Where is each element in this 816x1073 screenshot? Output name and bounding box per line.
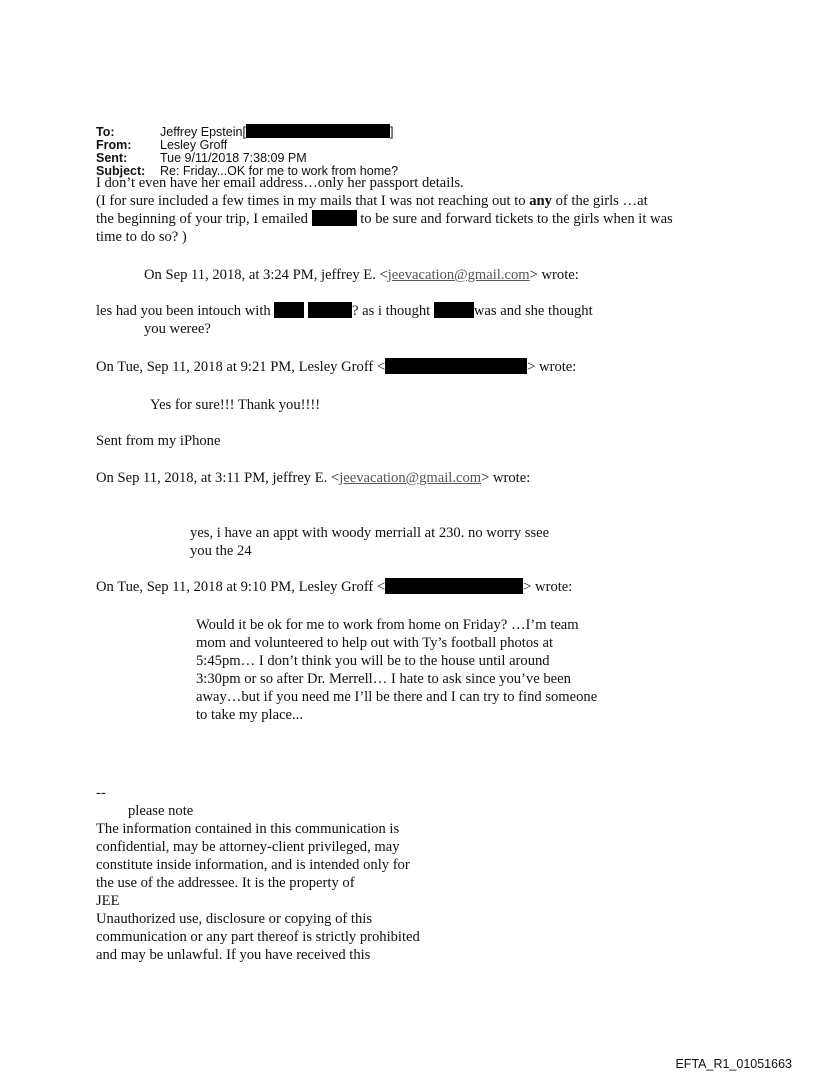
reply-line: the beginning of your trip, I emailed to be sure and forward tickets to the girls when it was <box>96 211 673 227</box>
redaction-box <box>385 578 523 594</box>
subject-label: Subject: <box>96 164 146 178</box>
sent-value: Tue 9/11/2018 7:38:09 PM <box>160 151 307 165</box>
document-id: EFTA_R1_01051663 <box>675 1057 792 1071</box>
to-end: ] <box>389 125 394 139</box>
redaction-box <box>246 124 390 138</box>
to-label: To: <box>96 125 115 139</box>
email-header <box>96 124 398 178</box>
redaction-box <box>274 302 304 318</box>
redaction-box <box>312 210 357 226</box>
email-link[interactable]: jeevacation@gmail.com <box>387 267 530 283</box>
disclaimer: -- please note The information contained in this communication is confidential, may be attorney-client privileged, may constitute inside information, and is intended only for the use of the addressee. It is the property of JEE Unauthorized use, disclosure or copying of this communication or any part thereof is strictly prohibited and may be unlawful. If you have received this <box>96 785 420 963</box>
reply-line: I don’t even have her email address…only her passport details. <box>96 175 464 191</box>
to-row <box>96 124 398 139</box>
message-body: les had you been intouch with ? as i thought was and she thought you weree? <box>96 303 593 337</box>
signature: Sent from my iPhone <box>96 433 221 449</box>
quote-header: On Sep 11, 2018, at 3:24 PM, jeffrey E. <jeevacation@gmail.com> wrote: <box>144 267 579 283</box>
message-body: Yes for sure!!! Thank you!!!! <box>150 397 321 413</box>
quote-header: On Tue, Sep 11, 2018 at 9:21 PM, Lesley Groff < > wrote: <box>96 359 577 375</box>
quote-header: On Tue, Sep 11, 2018 at 9:10 PM, Lesley Groff < > wrote: <box>96 579 573 595</box>
reply-body <box>96 174 673 246</box>
emphasis-text: any <box>529 193 552 209</box>
redaction-box <box>434 302 474 318</box>
to-value: Jeffrey Epstein[ <box>160 125 246 139</box>
from-label: From: <box>96 138 132 152</box>
redaction-box <box>385 358 527 374</box>
message-body: yes, i have an appt with woody merriall at 230. no worry ssee you the 24 <box>190 525 550 559</box>
email-link[interactable]: jeevacation@gmail.com <box>339 470 482 486</box>
subject-value: Re: Friday...OK for me to work from home? <box>160 164 399 178</box>
quote-header: On Sep 11, 2018, at 3:11 PM, jeffrey E. <jeevacation@gmail.com> wrote: <box>96 470 531 486</box>
sent-label: Sent: <box>96 151 128 165</box>
from-value: Lesley Groff <box>160 138 228 152</box>
original-message: Would it be ok for me to work from home on Friday? …I’m team mom and volunteered to help out with Ty’s football photos at 5:45pm… I don’t think you will be to the house until around 3:30pm or so after Dr. Merrell… I hate to ask since you’ve been away…but if you need me I’ll be there and I can try to find someone to take my place... <box>196 617 598 723</box>
redaction-box <box>308 302 352 318</box>
reply-line: (I for sure included a few times in my mails that I was not reaching out to any of the girls …at <box>96 193 648 209</box>
reply-line: time to do so? ) <box>96 229 187 245</box>
